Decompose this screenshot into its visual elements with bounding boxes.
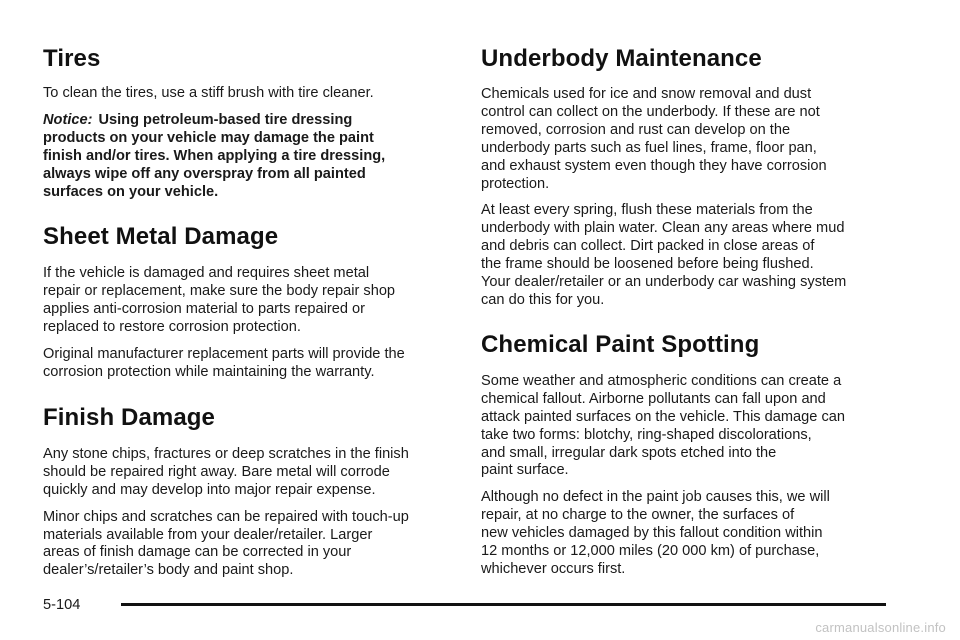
chemical-paint-section [481, 330, 901, 579]
sheet-metal-paragraph-1: If the vehicle is damaged and requires sheet metal repair or replacement, make sure the body repair shop applies anti-corrosion material to parts repaired or replaced to restore corrosion protection. [43, 265, 396, 336]
watermark: carmanualsonline.info [815, 620, 946, 635]
chemical-paint-heading: Chemical Paint Spotting [481, 330, 760, 358]
right-column [481, 44, 901, 579]
sheet-metal-heading: Sheet Metal Damage [43, 223, 279, 251]
chemical-paint-paragraph-1: Some weather and atmospheric conditions can create a chemical fallout. Airborne pollutants can fall upon and attack painted surfaces on the vehicle. This damage can take two forms: blotchy, ring-shaped discolorations, and small, irregular dark spots etched into the paint surface. [481, 372, 845, 479]
finish-damage-heading: Finish Damage [43, 403, 216, 431]
notice-label: Notice: [43, 111, 93, 128]
finish-damage-section [43, 403, 455, 580]
underbody-paragraph-2: At least every spring, flush these materials from the underbody with plain water. Clean any areas where mud and debris can collect. Dirt packed in close areas of the frame should be loosened before being flushed. Your dealer/retailer or an underbody car washing system can do this for you. [481, 202, 847, 308]
underbody-paragraph-1: Chemicals used for ice and snow removal and dust control can collect on the underbody. If these are not removed, corrosion and rust can develop on the underbody parts such as fuel lines, frame, floor pan, and exhaust system even though they have corrosion protection. [481, 86, 827, 192]
underbody-heading: Underbody Maintenance [481, 45, 762, 72]
left-column [43, 44, 455, 580]
sheet-metal-section [43, 222, 455, 381]
tires-section [43, 44, 455, 201]
tires-notice [43, 112, 455, 202]
footer-rule [121, 603, 886, 606]
chemical-paint-paragraph-2: Although no defect in the paint job causes this, we will repair, at no charge to the owner, the surfaces of new vehicles damaged by this fallout condition within 12 months or 12,000 miles (20 000 km) of purchase, whichever occurs first. [481, 489, 830, 577]
notice-text: Using petroleum-based tire dressing products on your vehicle may damage the paint finish and/or tires. When applying a tire dressing, always wipe off any overspray from all painted surfaces on your vehicle. [43, 111, 386, 200]
tires-paragraph: To clean the tires, use a stiff brush with tire cleaner. [43, 85, 374, 101]
tires-heading: Tires [43, 45, 101, 72]
finish-damage-paragraph-2: Minor chips and scratches can be repaired with touch-up materials available from your dealer/retailer. Larger areas of finish damage can be corrected in your dealer’s/retailer’s body and paint shop. [43, 508, 409, 579]
sheet-metal-paragraph-2: Original manufacturer replacement parts will provide the corrosion protection while maintaining the warranty. [43, 346, 405, 380]
finish-damage-paragraph-1: Any stone chips, fractures or deep scratches in the finish should be repaired right away. Bare metal will corrode quickly and may develop into major repair expense. [43, 445, 409, 498]
underbody-section [481, 44, 901, 310]
page-number: 5-104 [43, 597, 81, 613]
